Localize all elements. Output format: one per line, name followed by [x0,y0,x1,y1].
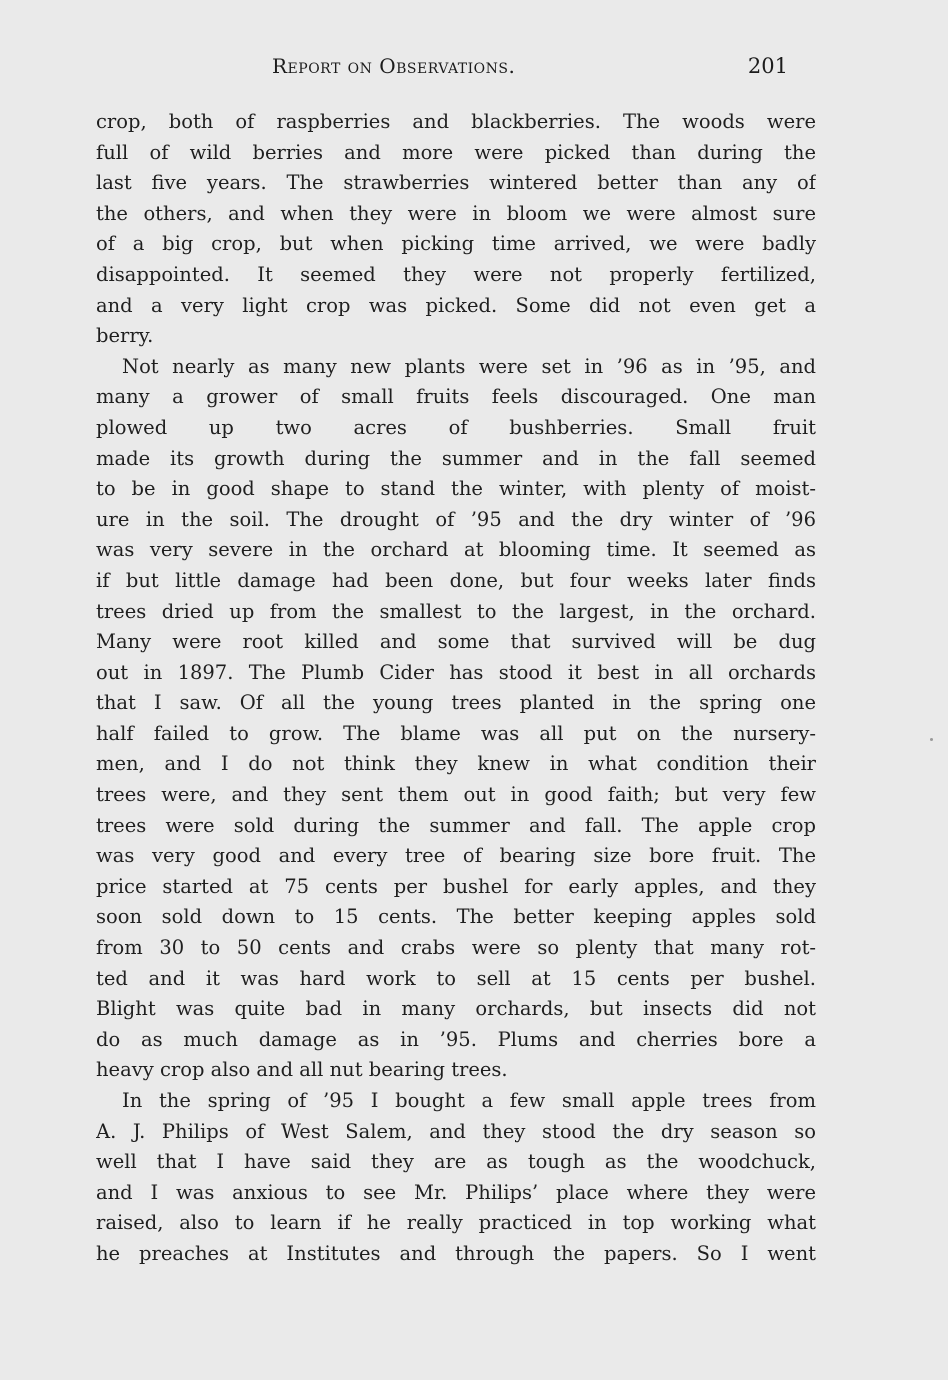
text-line: trees were sold during the summer and fall. The apple crop [96,813,816,837]
text-line: and a very light crop was picked. Some did not even get a [96,293,816,317]
text-line: many a grower of small fruits feels discouraged. One man [96,385,816,409]
text-line: ted and it was hard work to sell at 15 cents per bushel. [96,966,816,990]
text-line: crop, both of raspberries and blackberries. The woods were [96,110,816,133]
text-line: out in 1897. The Plumb Cider has stood it best in all orchards [96,660,816,684]
page-number: 201 [747,54,788,78]
text-line: A. J. Philips of West Salem, and they stood the dry season so [96,1119,816,1143]
text-line: and I was anxious to see Mr. Philips’ place where they were [96,1180,816,1204]
text-line: from 30 to 50 cents and crabs were so plenty that many rot- [96,936,816,960]
text-line: was very severe in the orchard at blooming time. It seemed as [96,538,816,562]
text-line: last five years. The strawberries wintered better than any of [96,171,816,195]
text-line: half failed to grow. The blame was all put on the nursery- [96,721,816,745]
text-line: well that I have said they are as tough as the woodchuck, [96,1150,816,1174]
text-line: price started at 75 cents per bushel for early apples, and they [96,874,816,898]
text-line: that I saw. Of all the young trees planted in the spring one [96,691,816,715]
text-line: he preaches at Institutes and through the papers. So I went [96,1241,816,1265]
text-line: ure in the soil. The drought of ’95 and the dry winter of ’96 [96,507,816,531]
text-line: Blight was quite bad in many orchards, but insects did not [96,997,816,1021]
body-text [96,107,816,1270]
text-line: was very good and every tree of bearing size bore fruit. The [96,844,816,868]
text-line: plowed up two acres of bushberries. Small fruit [96,415,816,439]
margin-speck [930,738,933,741]
text-line: disappointed. It seemed they were not properly fertilized, [96,262,816,286]
text-line: In the spring of ’95 I bought a few small apple trees from [122,1089,816,1112]
text-line: Not nearly as many new plants were set in ’96 as in ’95, and [122,354,816,378]
text-line: men, and I do not think they knew in what condition their [96,752,816,776]
text-line: Many were root killed and some that survived will be dug [96,630,816,654]
text-line: berry. [96,324,154,348]
page-header [96,54,788,84]
text-line: to be in good shape to stand the winter, with plenty of moist- [96,477,816,501]
running-title: Report on Observations. [272,54,516,78]
text-line: if but little damage had been done, but four weeks later finds [96,568,816,592]
text-line: full of wild berries and more were picked than during the [96,140,816,164]
text-line: soon sold down to 15 cents. The better keeping apples sold [96,905,816,929]
text-line: made its growth during the summer and in the fall seemed [96,446,816,470]
text-line: of a big crop, but when picking time arrived, we were badly [96,232,816,256]
text-line: heavy crop also and all nut bearing trees. [96,1058,508,1082]
text-line: the others, and when they were in bloom we were almost sure [96,201,816,225]
text-line: trees dried up from the smallest to the largest, in the orchard. [96,599,816,623]
text-line: raised, also to learn if he really practiced in top working what [96,1211,816,1235]
text-line: do as much damage as in ’95. Plums and cherries bore a [96,1027,816,1051]
text-line: trees were, and they sent them out in good faith; but very few [96,783,816,807]
